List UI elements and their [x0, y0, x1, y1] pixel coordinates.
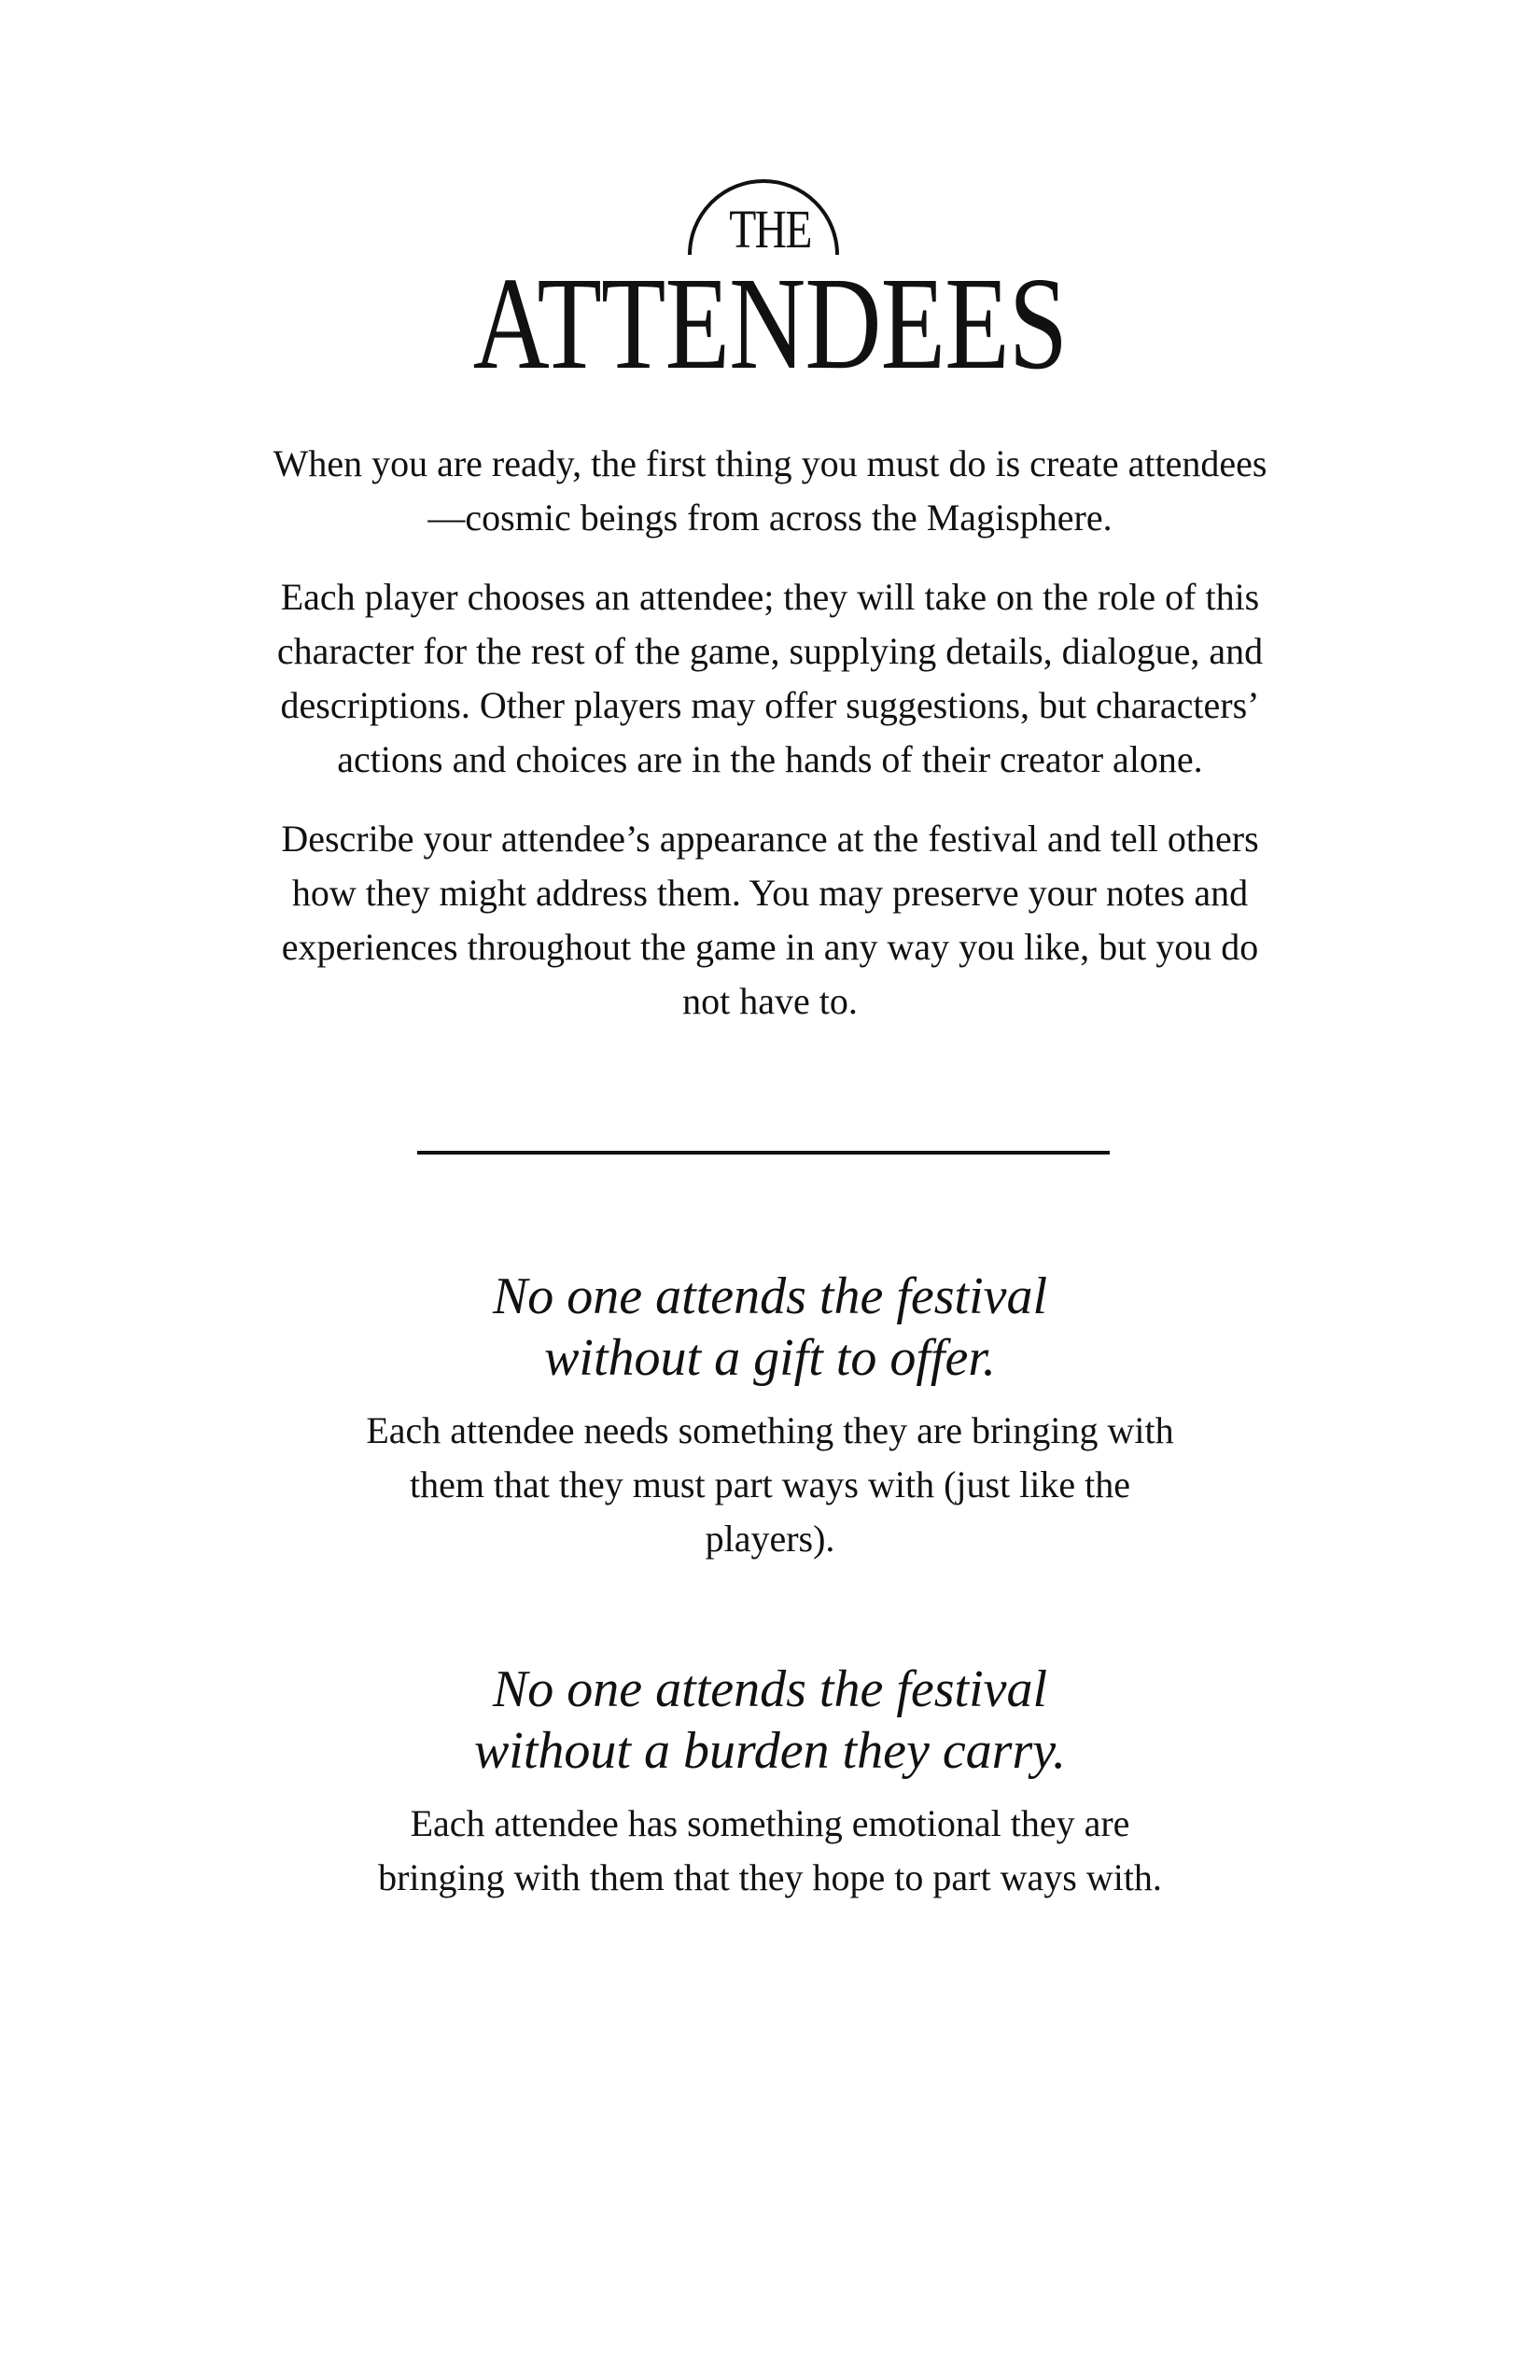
burden-heading-line2: without a burden they carry. — [473, 1722, 1067, 1780]
intro-paragraph: Each player chooses an attendee; they will take on the role of this character for the rest of the game, supplying details, dialogue, and descriptions. Other players may offer suggestions, but characters’ actions and choices are in the hands of their creator alone. — [276, 576, 1264, 780]
intro-text — [257, 437, 1283, 1054]
divider — [417, 1151, 1110, 1155]
title-main: ATTENDEES — [472, 249, 1068, 397]
burden-heading — [303, 1659, 1237, 1782]
intro-paragraph: When you are ready, the first thing you must do is create attendees—cosmic beings from across the Magisphere. — [273, 442, 1267, 539]
intro-paragraph: Describe your attendee’s appearance at the festival and tell others how they might address them. You may preserve your notes and experiences throughout the game in any way you like, but you do not have to. — [281, 818, 1259, 1022]
title-small: THE — [729, 199, 811, 259]
burden-body: Each attendee has something emotional they are bringing with them that they hope to part ways with. — [378, 1802, 1162, 1898]
gift-heading-line2: without a gift to offer. — [544, 1329, 996, 1387]
gift-section — [303, 1266, 1237, 1566]
gift-heading-line1: No one attends the festival — [492, 1267, 1048, 1325]
gift-body: Each attendee needs something they are bringing with them that they must part ways with (just like the players). — [366, 1409, 1174, 1560]
burden-heading-line1: No one attends the festival — [492, 1660, 1048, 1718]
page-title — [0, 173, 1540, 397]
burden-section — [303, 1659, 1237, 1905]
gift-heading — [303, 1266, 1237, 1389]
